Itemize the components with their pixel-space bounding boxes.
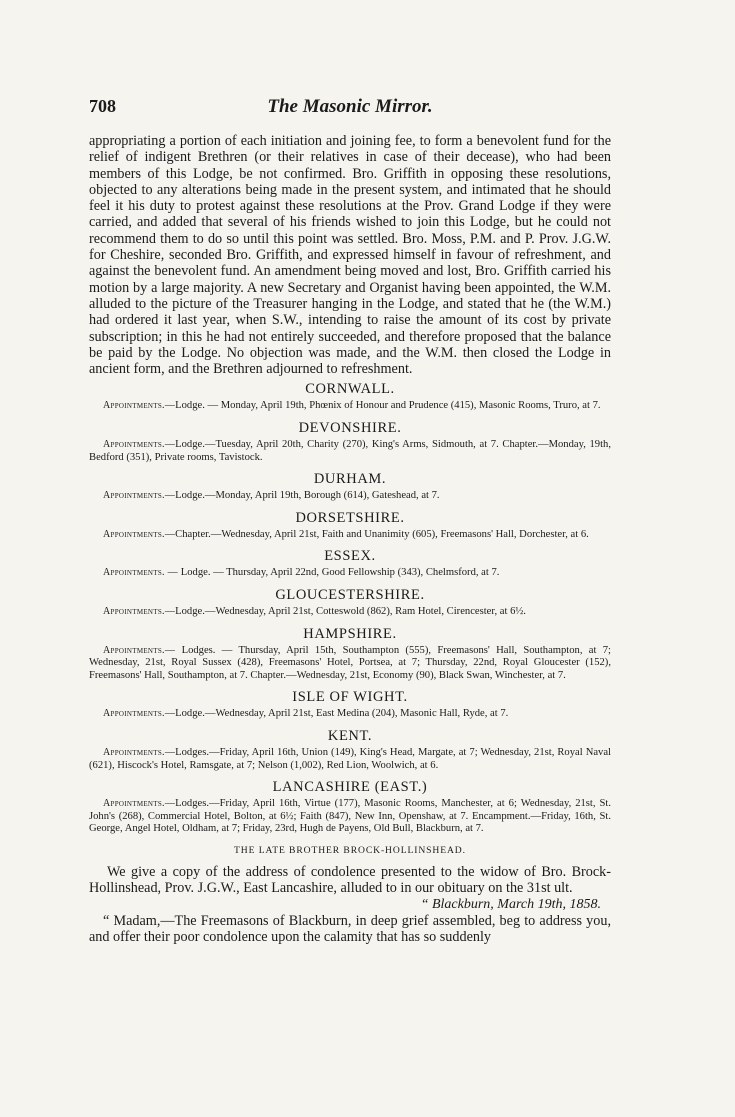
appointments-text: Lodge.—Tuesday, April 20th, Charity (270), King's Arms, Sidmouth, at 7. Chapter.—Monday, 19th, Bedford (351), Private rooms, Tavistock. <box>89 439 611 463</box>
appointments-entry <box>89 747 611 772</box>
appointments-label: Appointments.— <box>103 439 176 451</box>
appointments-label: Appointments.— <box>103 798 176 810</box>
appointments-label: Appointments.— <box>103 528 176 540</box>
county-heading: ESSEX. <box>324 548 376 565</box>
appointments-entry <box>89 606 611 619</box>
county-heading: LANCASHIRE (EAST.) <box>272 779 428 796</box>
appointments-entry <box>89 529 611 542</box>
appointments-label: Appointments.— <box>103 746 176 758</box>
running-header <box>89 96 611 122</box>
appointments-label: Appointments. — <box>103 567 181 579</box>
appointments-entry <box>89 645 611 683</box>
county-heading: KENT. <box>327 727 373 744</box>
appointments-text: Chapter.—Wednesday, April 21st, Faith and Unanimity (605), Freemasons' Hall, Dorchester, at 6. <box>175 528 589 540</box>
county-heading: ISLE OF WIGHT. <box>292 689 408 706</box>
running-title: The Masonic Mirror. <box>267 96 433 117</box>
appointments-entry <box>89 567 611 580</box>
county-heading: HAMPSHIRE. <box>303 625 397 642</box>
appointments-label: Appointments.— <box>103 606 176 618</box>
appointments-text: Lodge.—Wednesday, April 21st, East Medina (204), Masonic Hall, Ryde, at 7. <box>175 708 509 720</box>
lead-paragraph: appropriating a portion of each initiation and joining fee, to form a benevolent fund for the relief of indigent Brethren (or their relatives in case of their decease), who had been members of this Lodge, be not confirmed. Bro. Griffith in opposing these resolutions, objected to any alterations being made in the present system, and intimated that he should feel it his duty to protest against these resolutions at the Prov. Grand Lodge if they were carried, and added that several of his friends wished to join this Lodge, but he could not recommend them to do so until this point was settled. Bro. Moss, P.M. and P. Prov. J.G.W. for Cheshire, seconded Bro. Griffith, and expressed himself in favour of refreshment, and against the benevolent fund. An amendment being moved and lost, Bro. Griffith carried his motion by a large majority. A new Secretary and Organist having been appointed, the W.M. alluded to the picture of the Treasurer hanging in the Lodge, and stated that he (the W.M.) had ordered it last year, when S.W., intending to raise the amount of its cost by private subscription; in this he had not entirely succeeded, and therefore proposed that the balance be paid by the Lodge. No objection was made, and the W.M. then closed the Lodge in ancient form, and the Brethren adjourned to refreshment. <box>89 133 611 378</box>
appointments-text: Lodges. — Thursday, April 15th, Southampton (555), Freemasons' Hall, Southampton, at 7; Wednesday, 21st, Royal Sussex (428), Freemasons' Hotel, Portsea, at 7; Thursday, 22nd, Royal Gloucester (152), Freemasons' Hall, Southampton, at 7. Chapter.—Wednesday, 21st, Economy (90), Black Swan, Winchester, at 7. <box>89 644 611 681</box>
appointments-text: Lodge. — Thursday, April 22nd, Good Fellowship (343), Chelmsford, at 7. <box>180 567 500 579</box>
page-body <box>89 133 611 946</box>
appointments-text: Lodges.—Friday, April 16th, Union (149), King's Head, Margate, at 7; Wednesday, 21st, Royal Naval (621), Hiscock's Hotel, Ramsgate, at 7; Nelson (1,002), Red Lion, Woolwich, at 6. <box>89 746 611 771</box>
appointments-entry <box>89 708 611 721</box>
county-heading: DURHAM. <box>313 471 387 488</box>
appointments-label: Appointments.— <box>103 400 176 412</box>
letter-opening: “ Madam,—The Freemasons of Blackburn, in deep grief assembled, beg to address you, and offer their poor condolence upon the calamity that has so suddenly <box>89 913 611 946</box>
page-number: 708 <box>89 96 116 116</box>
appointments-label: Appointments.— <box>103 708 176 720</box>
appointments-text: Lodge.—Monday, April 19th, Borough (614), Gateshead, at 7. <box>175 490 440 502</box>
appointments-entry <box>89 439 611 464</box>
appointments-text: Lodge.—Wednesday, April 21st, Cotteswold (862), Ram Hotel, Cirencester, at 6½. <box>175 606 526 618</box>
section-heading: THE LATE BROTHER BROCK-HOLLINSHEAD. <box>234 844 466 856</box>
appointments-label: Appointments.— <box>103 644 182 656</box>
county-appointments <box>89 381 611 836</box>
appointments-entry <box>89 400 611 413</box>
appointments-label: Appointments.— <box>103 490 176 502</box>
county-heading: DEVONSHIRE. <box>298 420 402 437</box>
county-heading: CORNWALL. <box>305 381 395 398</box>
letter-dateline: “ Blackburn, March 19th, 1858. <box>420 896 601 912</box>
appointments-entry <box>89 490 611 503</box>
intro-paragraph: We give a copy of the address of condolence presented to the widow of Bro. Brock-Hollinshead, Prov. J.G.W., East Lancashire, alluded to in our obituary on the 31st ult. <box>89 863 611 897</box>
county-heading: DORSETSHIRE. <box>295 509 405 526</box>
appointments-entry <box>89 798 611 836</box>
appointments-text: Lodge. — Monday, April 19th, Phœnix of Honour and Prudence (415), Masonic Rooms, Truro, at 7. <box>175 400 601 412</box>
appointments-text: Lodges.—Friday, April 16th, Virtue (177), Masonic Rooms, Manchester, at 6; Wednesday, 21st, St. John's (268), Commercial Hotel, Bolton, at 6½; Faith (847), New Inn, Openshaw, at 7. Encampment.—Friday, 16th, St. George, Angel Hotel, Oldham, at 7; Friday, 23rd, Hugh de Payens, Old Bull, Blackburn, at 7. <box>89 798 611 835</box>
county-heading: GLOUCESTERSHIRE. <box>275 587 425 604</box>
